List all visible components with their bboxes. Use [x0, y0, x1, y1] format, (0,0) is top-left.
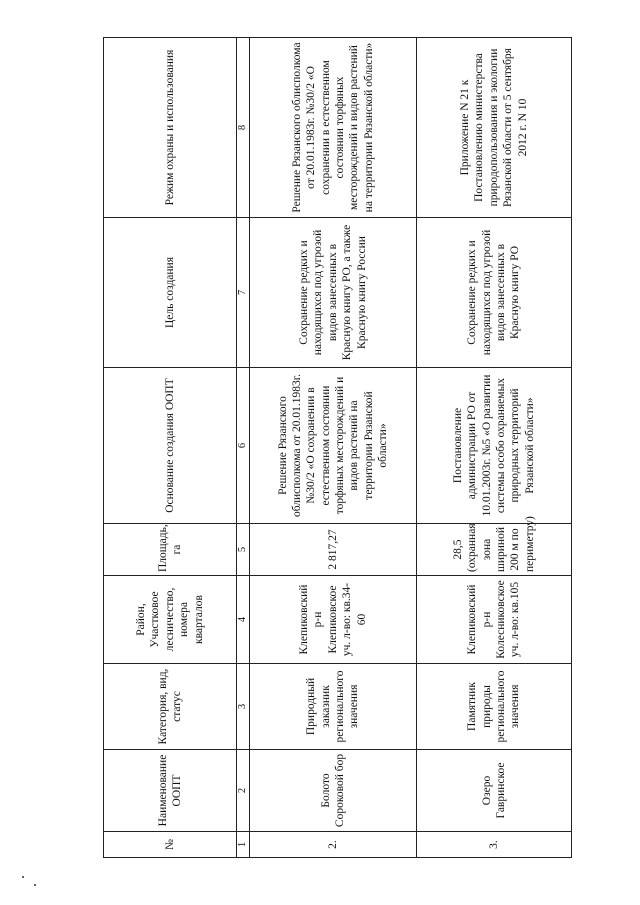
header-cell-regime: Режим охраны и использования — [104, 38, 237, 218]
rotated-table-container — [103, 38, 563, 858]
table-header-row — [104, 38, 237, 858]
row-purpose-cell: Сохранение редких и находящихся под угрозой видов занесенных в Красную книгу РО — [417, 218, 572, 368]
column-number: 3 — [237, 664, 250, 750]
header-cell-number: № — [104, 832, 237, 858]
column-number: 4 — [237, 576, 250, 664]
row-regime-cell: Решение Рязанского облисполкома от 20.01.1983г. №30/2 «О сохранении в естественном состоянии торфяных месторождений и видов растений на территории Рязанской области» — [250, 38, 417, 218]
row-number-cell: 2. — [250, 832, 417, 858]
header-cell-purpose: Цель создания — [104, 218, 237, 368]
row-regime-cell: Приложение N 21 к Постановлению министерства природопользования и экологии Рязанской области от 5 сентября 2012 г. N 10 — [417, 38, 572, 218]
header-cell-area: Площадь, га — [104, 524, 237, 576]
table-row — [417, 38, 572, 858]
column-number: 1 — [237, 832, 250, 858]
protected-areas-table — [103, 37, 572, 858]
scan-speck — [34, 884, 36, 886]
row-category-cell: Памятник природы регионального значения — [417, 664, 572, 750]
column-number-row — [237, 38, 250, 858]
column-number: 6 — [237, 368, 250, 524]
column-number: 8 — [237, 38, 250, 218]
row-number-cell: 3. — [417, 832, 572, 858]
column-number: 2 — [237, 750, 250, 832]
header-cell-basis: Основание создания ООПТ — [104, 368, 237, 524]
scan-speck — [22, 876, 24, 878]
header-cell-name: Наименование ООПТ — [104, 750, 237, 832]
row-district-cell: Клепиковский р-н Клепиковское уч. л-во: кв.34-60 — [250, 576, 417, 664]
row-basis-cell: Решение Рязанского облисполкома от 20.01.1983г. №30/2 «О сохранении в естественном состоянии торфяных месторождений и видов растений на территории Рязанской области» — [250, 368, 417, 524]
row-district-cell: Клепиковский р-н Колесниковское уч. л-во: кв.105 — [417, 576, 572, 664]
row-area-cell: 2 817,27 — [250, 524, 417, 576]
row-category-cell: Природный заказник регионального значения — [250, 664, 417, 750]
scan-specks — [22, 876, 42, 888]
column-number: 7 — [237, 218, 250, 368]
table-row — [250, 38, 417, 858]
column-number: 5 — [237, 524, 250, 576]
row-area-cell: 28,5 (охранная зона шириной 200 м по периметру) — [417, 524, 572, 576]
row-purpose-cell: Сохранение редких и находящихся под угрозой видов занесенных в Красную книгу РО, а также Красную книгу России — [250, 218, 417, 368]
header-cell-category: Категория, вид, статус — [104, 664, 237, 750]
row-basis-cell: Постановление администрации РО от 10.01.2003г. №5 «О развитии системы особо охраняемых природных территорий Рязанской области» — [417, 368, 572, 524]
row-name-cell: Озеро Гавринское — [417, 750, 572, 832]
row-name-cell: Болото Сороковой бор — [250, 750, 417, 832]
header-cell-district: Район, Участковое лесничество, номера кварталов — [104, 576, 237, 664]
